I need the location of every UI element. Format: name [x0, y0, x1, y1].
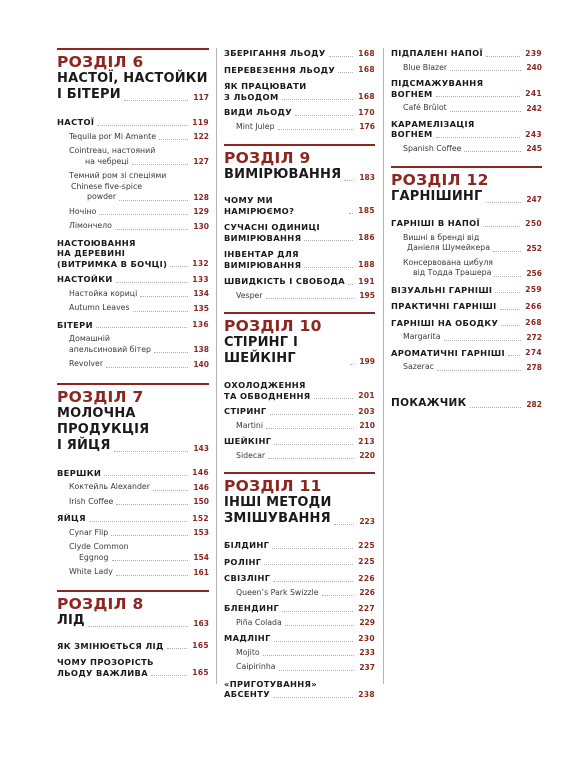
- toc-subentry[interactable]: Sidecar 220: [236, 450, 375, 460]
- toc-entry[interactable]: БІЛДИНГ 225: [224, 540, 375, 550]
- toc-subentry[interactable]: Tequila por Mi Amante 122: [69, 131, 209, 141]
- toc-entry[interactable]: СУЧАСНІ ОДИНИЦІ ВИМІРЮВАННЯ 186: [224, 222, 375, 243]
- toc-subentry[interactable]: Sazerac 278: [403, 362, 542, 372]
- toc-entry[interactable]: СВІЗЛІНГ 226: [224, 573, 375, 583]
- toc-entry[interactable]: ВЕРШКИ 146: [57, 467, 209, 478]
- page-number: 143: [193, 443, 209, 453]
- toc-subentry[interactable]: Queen’s Park Swizzle 226: [236, 587, 375, 597]
- chapter-rule: [57, 590, 209, 592]
- column-divider-2: [383, 48, 384, 684]
- toc-subentry[interactable]: Вишні в бренді від Даніеля Шумейкера 252: [403, 232, 542, 253]
- toc-column-3: [391, 48, 542, 410]
- toc-subentry[interactable]: Ночіно 129: [69, 206, 209, 216]
- toc-entry[interactable]: КАРАМЕЛІЗАЦІЯ ВОГНЕМ 243: [391, 118, 542, 139]
- chapter-title: ВИМІРЮВАННЯ: [224, 167, 342, 182]
- toc-entry[interactable]: ВІЗУАЛЬНІ ГАРНІШІ 259: [391, 284, 542, 295]
- toc-subentry[interactable]: Темний ром зі спеціями Chinese five-spice powder 128: [69, 171, 209, 202]
- toc-subentry[interactable]: Piña Colada 229: [236, 617, 375, 627]
- toc-entry[interactable]: ІНВЕНТАР ДЛЯ ВИМІРЮВАННЯ 188: [224, 249, 375, 270]
- chapter-label: РОЗДІЛ 11: [224, 477, 322, 495]
- toc-entry[interactable]: ШВИДКІСТЬ І СВОБОДА 191: [224, 276, 375, 286]
- chapter-label: РОЗДІЛ 6: [57, 53, 144, 71]
- toc-entry[interactable]: ГАРНІШІ НА ОБОДКУ 268: [391, 317, 542, 328]
- toc-subentry[interactable]: Irish Coffee 150: [69, 496, 209, 506]
- chapter-title: І БІТЕРИ: [57, 87, 121, 102]
- chapter-title: І ЯЙЦЯ: [57, 437, 111, 453]
- chapter-title: ЛІД: [57, 612, 85, 628]
- toc-subentry[interactable]: Martini 210: [236, 420, 375, 430]
- chapter-title: МОЛОЧНА: [57, 405, 136, 421]
- toc-subentry[interactable]: Margarita 272: [403, 332, 542, 342]
- chapter-label: РОЗДІЛ 7: [57, 387, 144, 406]
- toc-subentry[interactable]: Autumn Leaves 135: [69, 303, 209, 313]
- chapter-title: ІНШІ МЕТОДИ: [224, 495, 332, 510]
- toc-entry[interactable]: ЧОМУ ПРОЗОРІСТЬ ЛЬОДУ ВАЖЛИВА 165: [57, 657, 209, 678]
- chapter-rule: [224, 144, 375, 146]
- toc-entry[interactable]: ВИДИ ЛЬОДУ 170: [224, 107, 375, 117]
- toc-entry[interactable]: АРОМАТИЧНІ ГАРНІШІ 274: [391, 347, 542, 358]
- toc-column-1: [57, 48, 209, 678]
- toc-entry[interactable]: ЯК ЗМІНЮЄТЬСЯ ЛІД 165: [57, 640, 209, 651]
- chapter-title: ПРОДУКЦІЯ: [57, 421, 150, 437]
- toc-subentry[interactable]: Cynar Flip 153: [69, 527, 209, 537]
- toc-subentry[interactable]: Консервована цибуля від Тодда Трашера 256: [403, 257, 542, 278]
- toc-entry[interactable]: ГАРНІШІ В НАПОЇ 250: [391, 218, 542, 228]
- toc-subentry[interactable]: White Lady 161: [69, 567, 209, 577]
- chapter-title: СТІРИНГ І ШЕЙКІНГ: [224, 335, 298, 366]
- toc-subentry[interactable]: Vesper 195: [236, 290, 375, 300]
- toc-subentry[interactable]: Коктейль Alexander 146: [69, 482, 209, 492]
- toc-entry[interactable]: «ПРИГОТУВАННЯ» АБСЕНТУ 238: [224, 678, 375, 699]
- page-number: 247: [526, 195, 542, 204]
- chapter-title: ГАРНІШИНГ: [391, 189, 483, 204]
- toc-index-entry[interactable]: ПОКАЖЧИК 282: [391, 396, 542, 409]
- toc-entry[interactable]: СТІРИНГ 203: [224, 406, 375, 416]
- chapter-label: РОЗДІЛ 8: [57, 594, 144, 613]
- toc-subentry[interactable]: Caipirinha 237: [236, 662, 375, 672]
- chapter-rule: [224, 312, 375, 314]
- chapter-rule: [57, 383, 209, 385]
- page-number: 223: [359, 517, 375, 526]
- chapter-rule: [391, 166, 542, 168]
- toc-entry[interactable]: ЯЙЦЯ 152: [57, 513, 209, 523]
- chapter-12-header: [391, 166, 542, 205]
- toc-entry[interactable]: ПРАКТИЧНІ ГАРНІШІ 266: [391, 301, 542, 311]
- chapter-9-header: [224, 144, 375, 183]
- toc-entry[interactable]: БЛЕНДИНГ 227: [224, 603, 375, 613]
- toc-entry[interactable]: ПІДПАЛЕНІ НАПОЇ 239: [391, 48, 542, 58]
- chapter-label: РОЗДІЛ 10: [224, 317, 322, 335]
- page-number: 199: [359, 357, 375, 366]
- toc-entry[interactable]: БІТЕРИ 136: [57, 319, 209, 330]
- toc-entry[interactable]: ПЕРЕВЕЗЕННЯ ЛЬОДУ 168: [224, 64, 375, 75]
- chapter-10-header: [224, 312, 375, 367]
- toc-entry[interactable]: РОЛІНГ 225: [224, 556, 375, 567]
- column-divider-1: [216, 48, 217, 684]
- toc-subentry[interactable]: Clyde Common Eggnog 154: [69, 542, 209, 562]
- chapter-7-header: [57, 383, 209, 454]
- toc-subentry[interactable]: Café Brûlot 242: [403, 103, 542, 113]
- toc-subentry[interactable]: Revolver 140: [69, 359, 209, 369]
- toc-entry[interactable]: ЯК ПРАЦЮВАТИ З ЛЬОДОМ 168: [224, 81, 375, 102]
- toc-subentry[interactable]: Mint Julep 176: [236, 121, 375, 131]
- toc-entry[interactable]: НАСТОЇ 119: [57, 117, 209, 127]
- toc-entry[interactable]: ЗБЕРІГАННЯ ЛЬОДУ 168: [224, 48, 375, 58]
- toc-column-2: [224, 48, 375, 700]
- toc-entry[interactable]: ЧОМУ МИ НАМІРЮЄМО? 185: [224, 195, 375, 216]
- page-number: 117: [193, 93, 209, 102]
- chapter-title: НАСТОЇ, НАСТОЙКИ: [57, 71, 208, 86]
- chapter-6-header: [57, 48, 209, 103]
- chapter-rule: [224, 472, 375, 474]
- toc-entry[interactable]: ОХОЛОДЖЕННЯ ТА ОБВОДНЕННЯ 201: [224, 380, 375, 401]
- toc-subentry[interactable]: Spanish Coffee 245: [403, 143, 542, 153]
- toc-entry[interactable]: ПІДСМАЖУВАННЯ ВОГНЕМ 241: [391, 78, 542, 99]
- toc-subentry[interactable]: Cointreau, настояний на чебреці 127: [69, 146, 209, 166]
- toc-subentry[interactable]: Домашній апельсиновий бітер 138: [69, 334, 209, 354]
- toc-subentry[interactable]: Настойка кориці 134: [69, 288, 209, 298]
- chapter-label: РОЗДІЛ 12: [391, 171, 489, 189]
- chapter-label: РОЗДІЛ 9: [224, 149, 311, 167]
- page-number: 183: [359, 173, 375, 182]
- toc-entry[interactable]: НАСТОЙКИ 133: [57, 274, 209, 284]
- toc-subentry[interactable]: Blue Blazer 240: [403, 62, 542, 72]
- chapter-11-header: [224, 472, 375, 527]
- chapter-title: ЗМІШУВАННЯ: [224, 511, 331, 526]
- page-number: 163: [193, 618, 209, 628]
- toc-entry[interactable]: НАСТОЮВАННЯ НА ДЕРЕВИНІ (ВИТРИМКА В БОЧЦІ) 132: [57, 237, 209, 269]
- toc-subentry[interactable]: Лімончело 130: [69, 221, 209, 231]
- toc-entry[interactable]: ШЕЙКІНГ 213: [224, 436, 375, 446]
- chapter-rule: [57, 48, 209, 50]
- toc-entry[interactable]: МАДЛІНГ 230: [224, 633, 375, 643]
- chapter-8-header: [57, 590, 209, 629]
- toc-subentry[interactable]: Mojito 233: [236, 647, 375, 657]
